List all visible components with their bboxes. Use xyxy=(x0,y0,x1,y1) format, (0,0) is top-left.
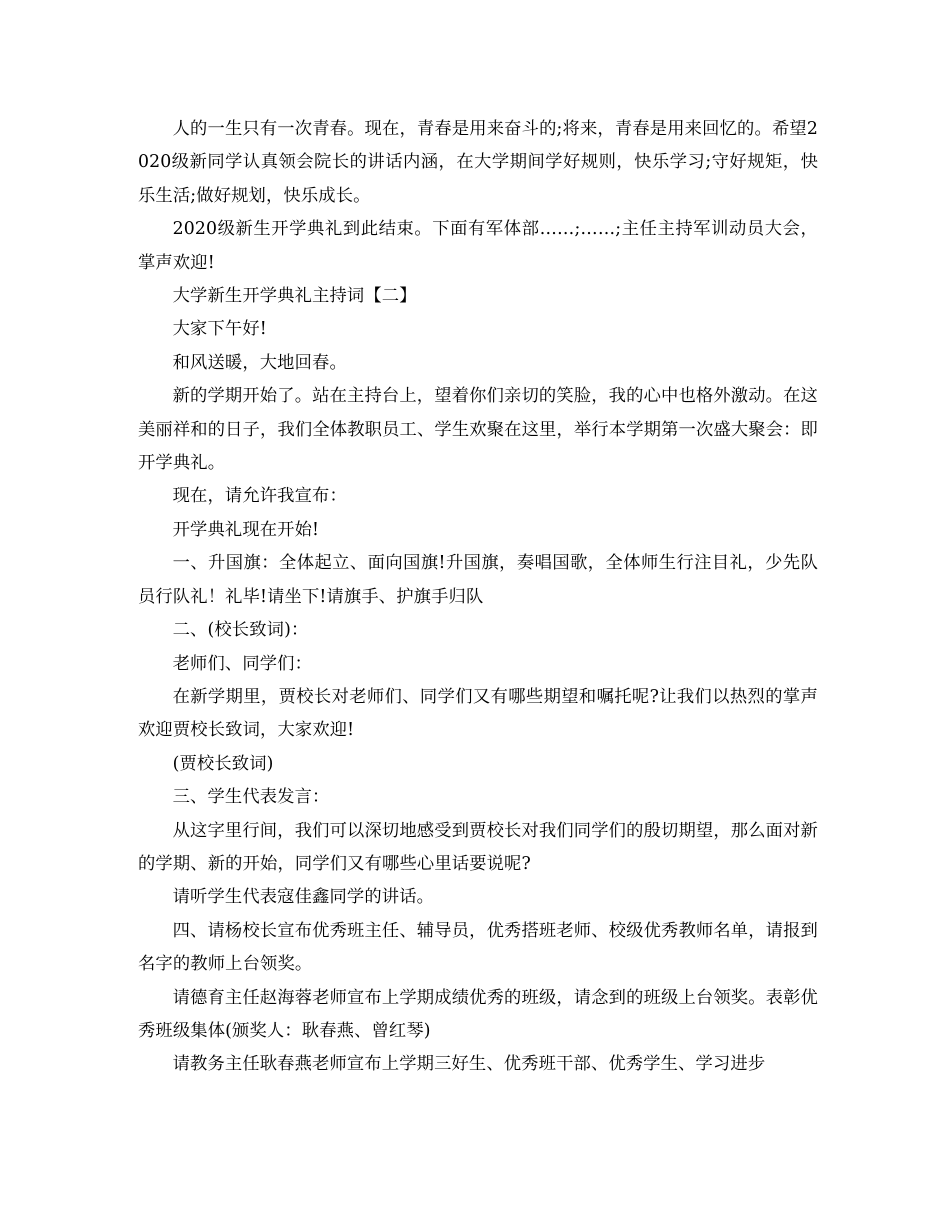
paragraph-student-rep-speech: 请听学生代表寇佳鑫同学的讲话。 xyxy=(172,887,435,908)
paragraph-student-awards: 请教务主任耿春燕老师宣布上学期三好生、优秀班干部、优秀学生、学习进步 xyxy=(172,1054,766,1075)
paragraph-principal-speech-heading: 二、(校长致词)： xyxy=(172,620,309,641)
paragraph-flag-raising: 一、升国旗：全体起立、面向国旗!升国旗，奏唱国歌，全体师生行注目礼，少先队员行队礼！礼毕!请坐下!请旗手、护旗手归队 xyxy=(138,553,818,607)
paragraph-new-semester: 新的学期开始了。站在主持台上，望着你们亲切的笑脸，我的心中也格外激动。在这美丽祥和的日子，我们全体教职员工、学生欢聚在这里，举行本学期第一次盛大聚会：即开学典礼。 xyxy=(138,386,818,474)
paragraph-teacher-awards: 四、请杨校长宣布优秀班主任、辅导员，优秀搭班老师、校级优秀教师名单，请报到名字的教师上台领奖。 xyxy=(138,920,818,975)
paragraph-youth-closing: 人的一生只有一次青春。现在，青春是用来奋斗的;将来，青春是用来回忆的。希望2020级新同学认真领会院长的讲话内涵，在大学期间学好规则，快乐学习;守好规矩，快乐生活;做好规划，快乐成长。 xyxy=(138,119,818,206)
paragraph-greeting: 大家下午好! xyxy=(172,319,267,340)
paragraph-ceremony-end: 2020级新生开学典礼到此结束。下面有军体部……;……;主任主持军训动员大会，掌声欢迎! xyxy=(138,219,818,273)
paragraph-ceremony-start: 开学典礼现在开始! xyxy=(172,519,320,540)
paragraph-principal-intro: 在新学期里，贾校长对老师们、同学们又有哪些期望和嘱托呢?让我们以热烈的掌声欢迎贾校长致词，大家欢迎! xyxy=(138,686,818,741)
paragraph-class-awards: 请德育主任赵海蓉老师宣布上学期成绩优秀的班级，请念到的班级上台领奖。表彰优秀班级集体(颁奖人：耿春燕、曾红琴) xyxy=(138,987,818,1041)
paragraph-spring: 和风送暖，大地回春。 xyxy=(172,352,347,373)
document-body xyxy=(138,113,818,1082)
paragraph-announce: 现在，请允许我宣布： xyxy=(172,486,347,507)
paragraph-student-rep-heading: 三、学生代表发言： xyxy=(172,787,330,808)
paragraph-principal-speech: (贾校长致词) xyxy=(172,753,274,774)
paragraph-student-rep-intro: 从这字里行间，我们可以深切地感受到贾校长对我们同学们的殷切期望，那么面对新的学期、新的开始，同学们又有哪些心里话要说呢? xyxy=(138,820,818,874)
section-heading-part-two: 大学新生开学典礼主持词【二】 xyxy=(172,286,417,307)
paragraph-address-teachers: 老师们、同学们： xyxy=(172,653,313,674)
